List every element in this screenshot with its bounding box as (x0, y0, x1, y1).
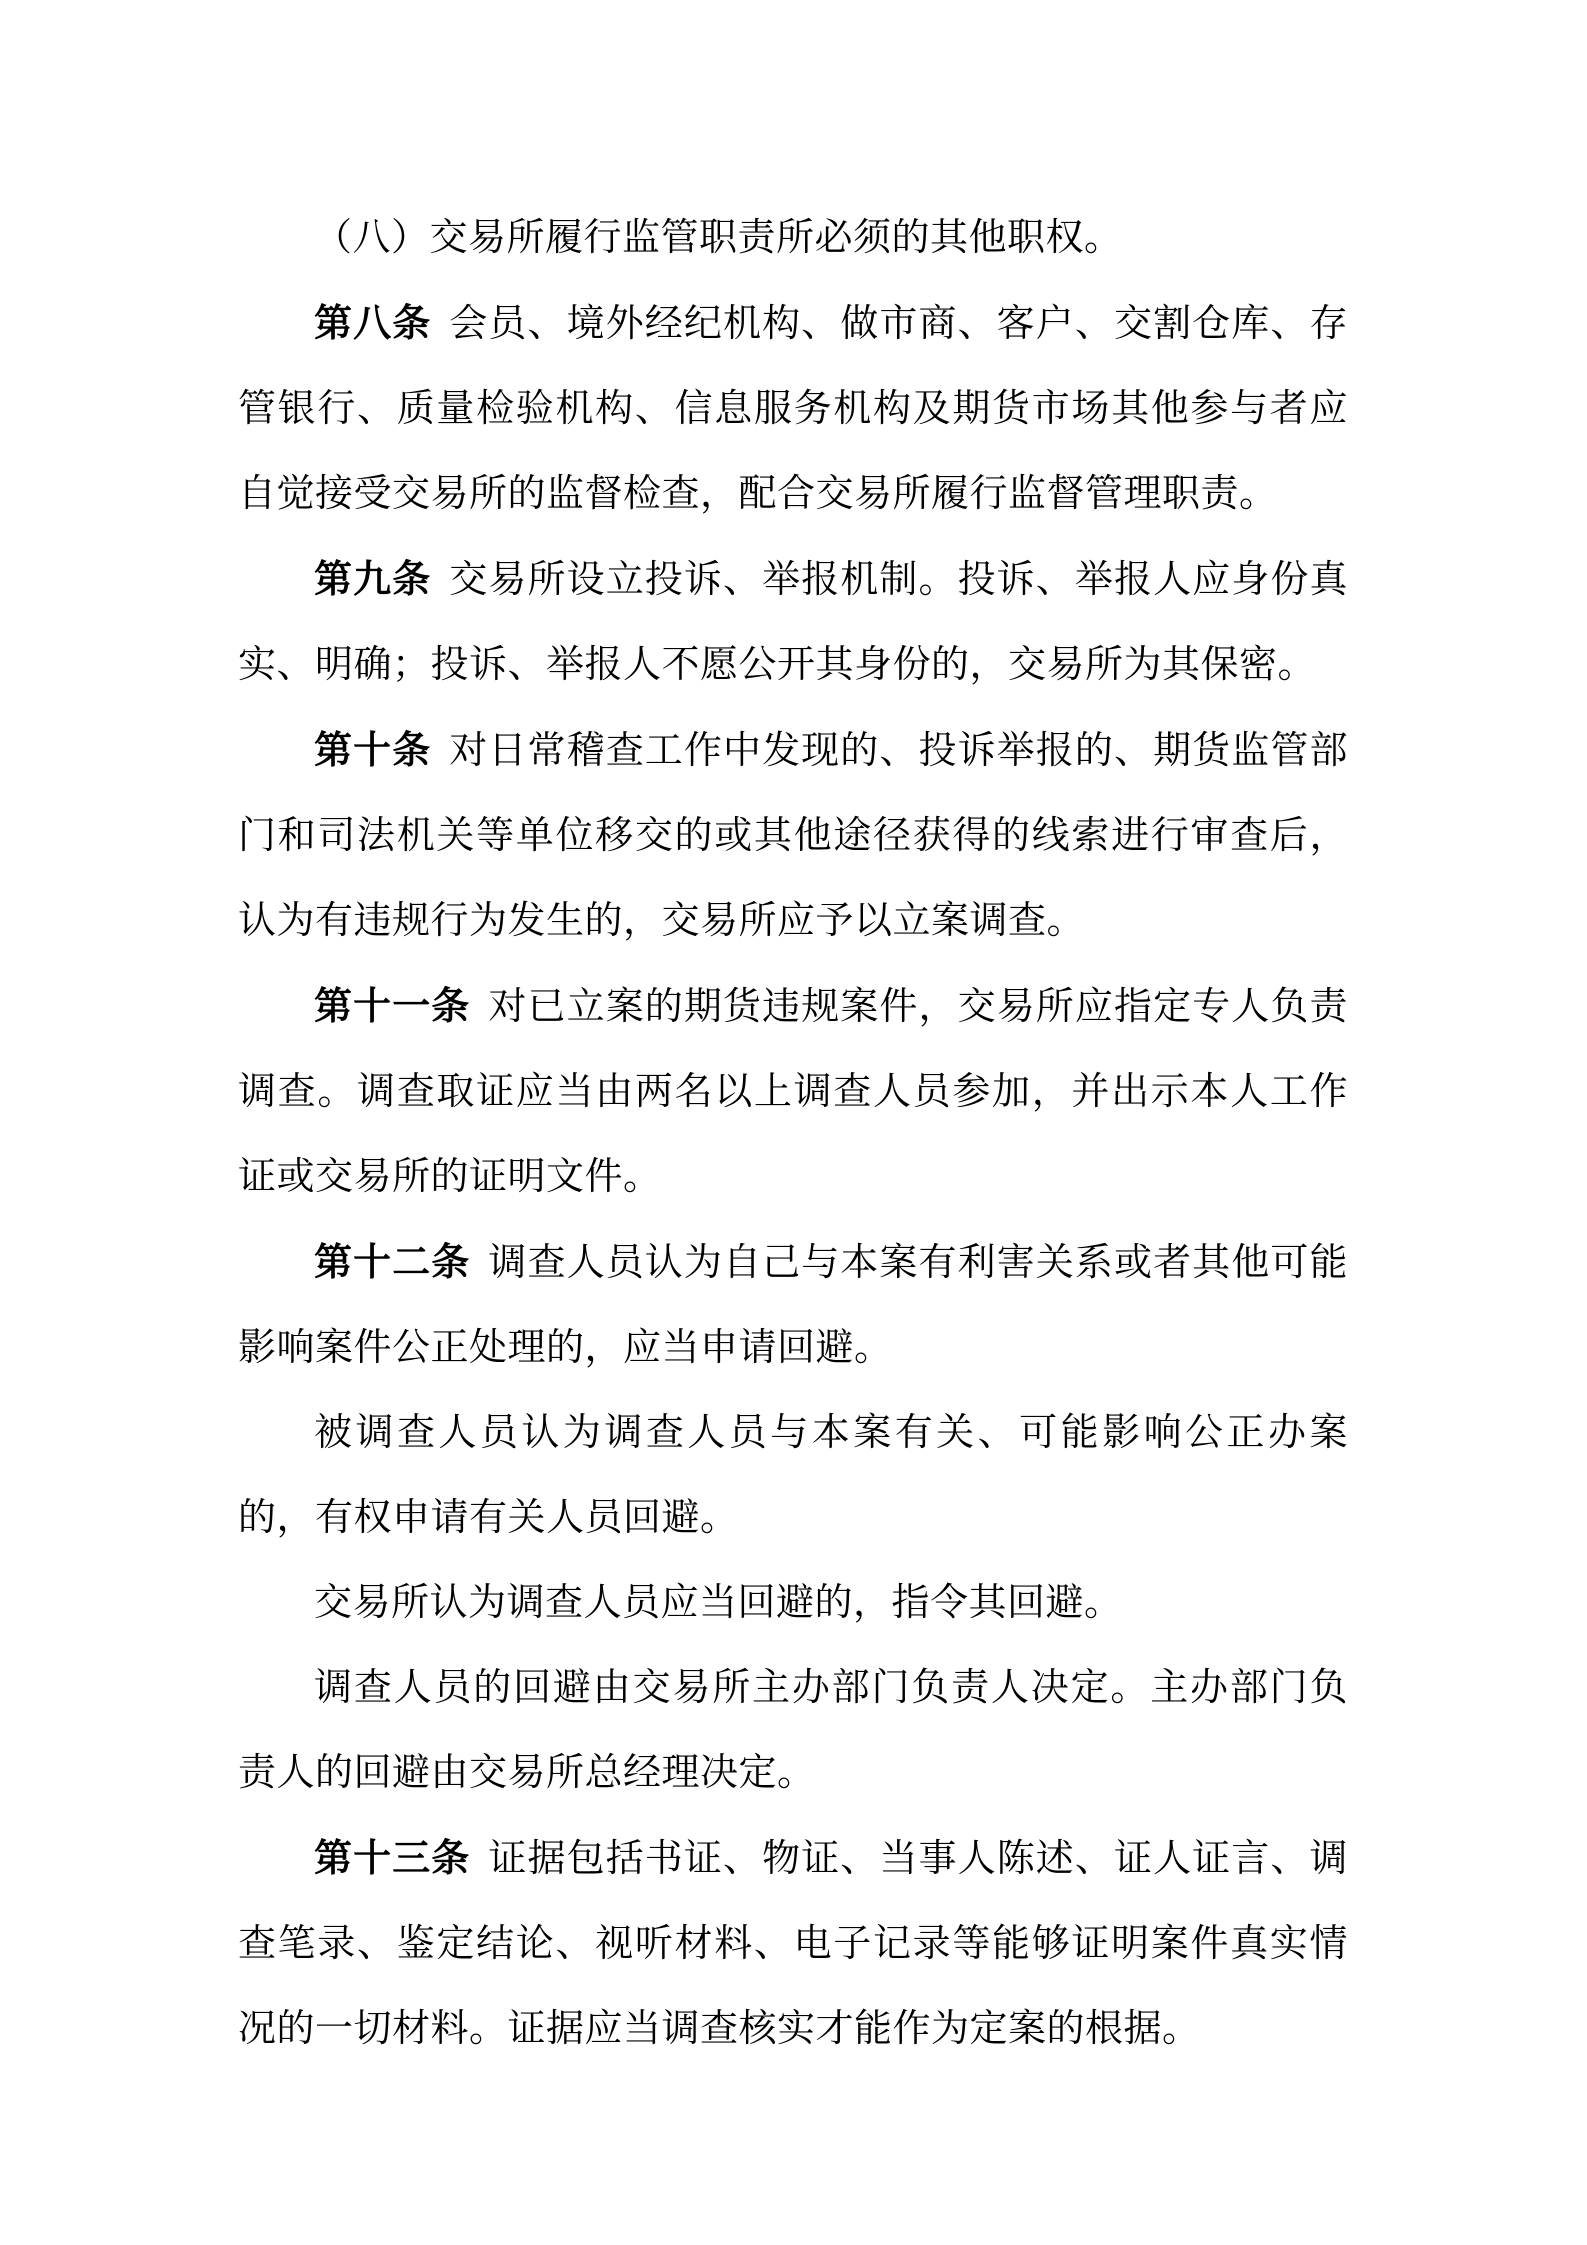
article-heading: 第十三条 (314, 1835, 471, 1880)
article-text: 调查人员认为自己与本案有利害关系或者其他可能影响案件公正处理的，应当申请回避。 (238, 1240, 1348, 1369)
article-12 (238, 1219, 1348, 1390)
paragraph-text: 被调查人员认为调查人员与本案有关、可能影响公正办案的，有权申请有关人员回避。 (238, 1410, 1348, 1539)
article-13 (238, 1815, 1348, 2071)
article-heading: 第十二条 (314, 1239, 471, 1284)
article-text: 对已立案的期货违规案件，交易所应指定专人负责调查。调查取证应当由两名以上调查人员参加，并出示本人工作证或交易所的证明文件。 (238, 984, 1348, 1198)
article-text: 会员、境外经纪机构、做市商、客户、交割仓库、存管银行、质量检验机构、信息服务机构及期货市场其他参与者应自觉接受交易所的监督检查，配合交易所履行监督管理职责。 (238, 301, 1348, 515)
document-body (238, 195, 1348, 2071)
paragraph-item-8 (238, 195, 1348, 280)
article-heading: 第十一条 (314, 983, 471, 1028)
article-12-paragraph-4 (238, 1645, 1348, 1815)
paragraph-text: 调查人员的回避由交易所主办部门负责人决定。主办部门负责人的回避由交易所总经理决定。 (238, 1665, 1348, 1794)
article-text: 交易所设立投诉、举报机制。投诉、举报人应身份真实、明确；投诉、举报人不愿公开其身份的，交易所为其保密。 (238, 557, 1348, 686)
article-text: 证据包括书证、物证、当事人陈述、证人证言、调查笔录、鉴定结论、视听材料、电子记录等能够证明案件真实情况的一切材料。证据应当调查核实才能作为定案的根据。 (238, 1836, 1348, 2050)
article-10 (238, 707, 1348, 963)
paragraph-text: 交易所认为调查人员应当回避的，指令其回避。 (314, 1580, 1123, 1624)
article-heading: 第十条 (314, 727, 432, 772)
article-12-paragraph-2 (238, 1390, 1348, 1560)
article-heading: 第八条 (314, 300, 432, 345)
article-text: 对日常稽查工作中发现的、投诉举报的、期货监管部门和司法机关等单位移交的或其他途径获得的线索进行审查后，认为有违规行为发生的，交易所应予以立案调查。 (238, 728, 1348, 942)
paragraph-text: （八）交易所履行监管职责所必须的其他职权。 (314, 215, 1123, 259)
article-8 (238, 280, 1348, 536)
article-12-paragraph-3 (238, 1560, 1348, 1645)
article-heading: 第九条 (314, 556, 432, 601)
article-11 (238, 963, 1348, 1219)
article-9 (238, 536, 1348, 707)
